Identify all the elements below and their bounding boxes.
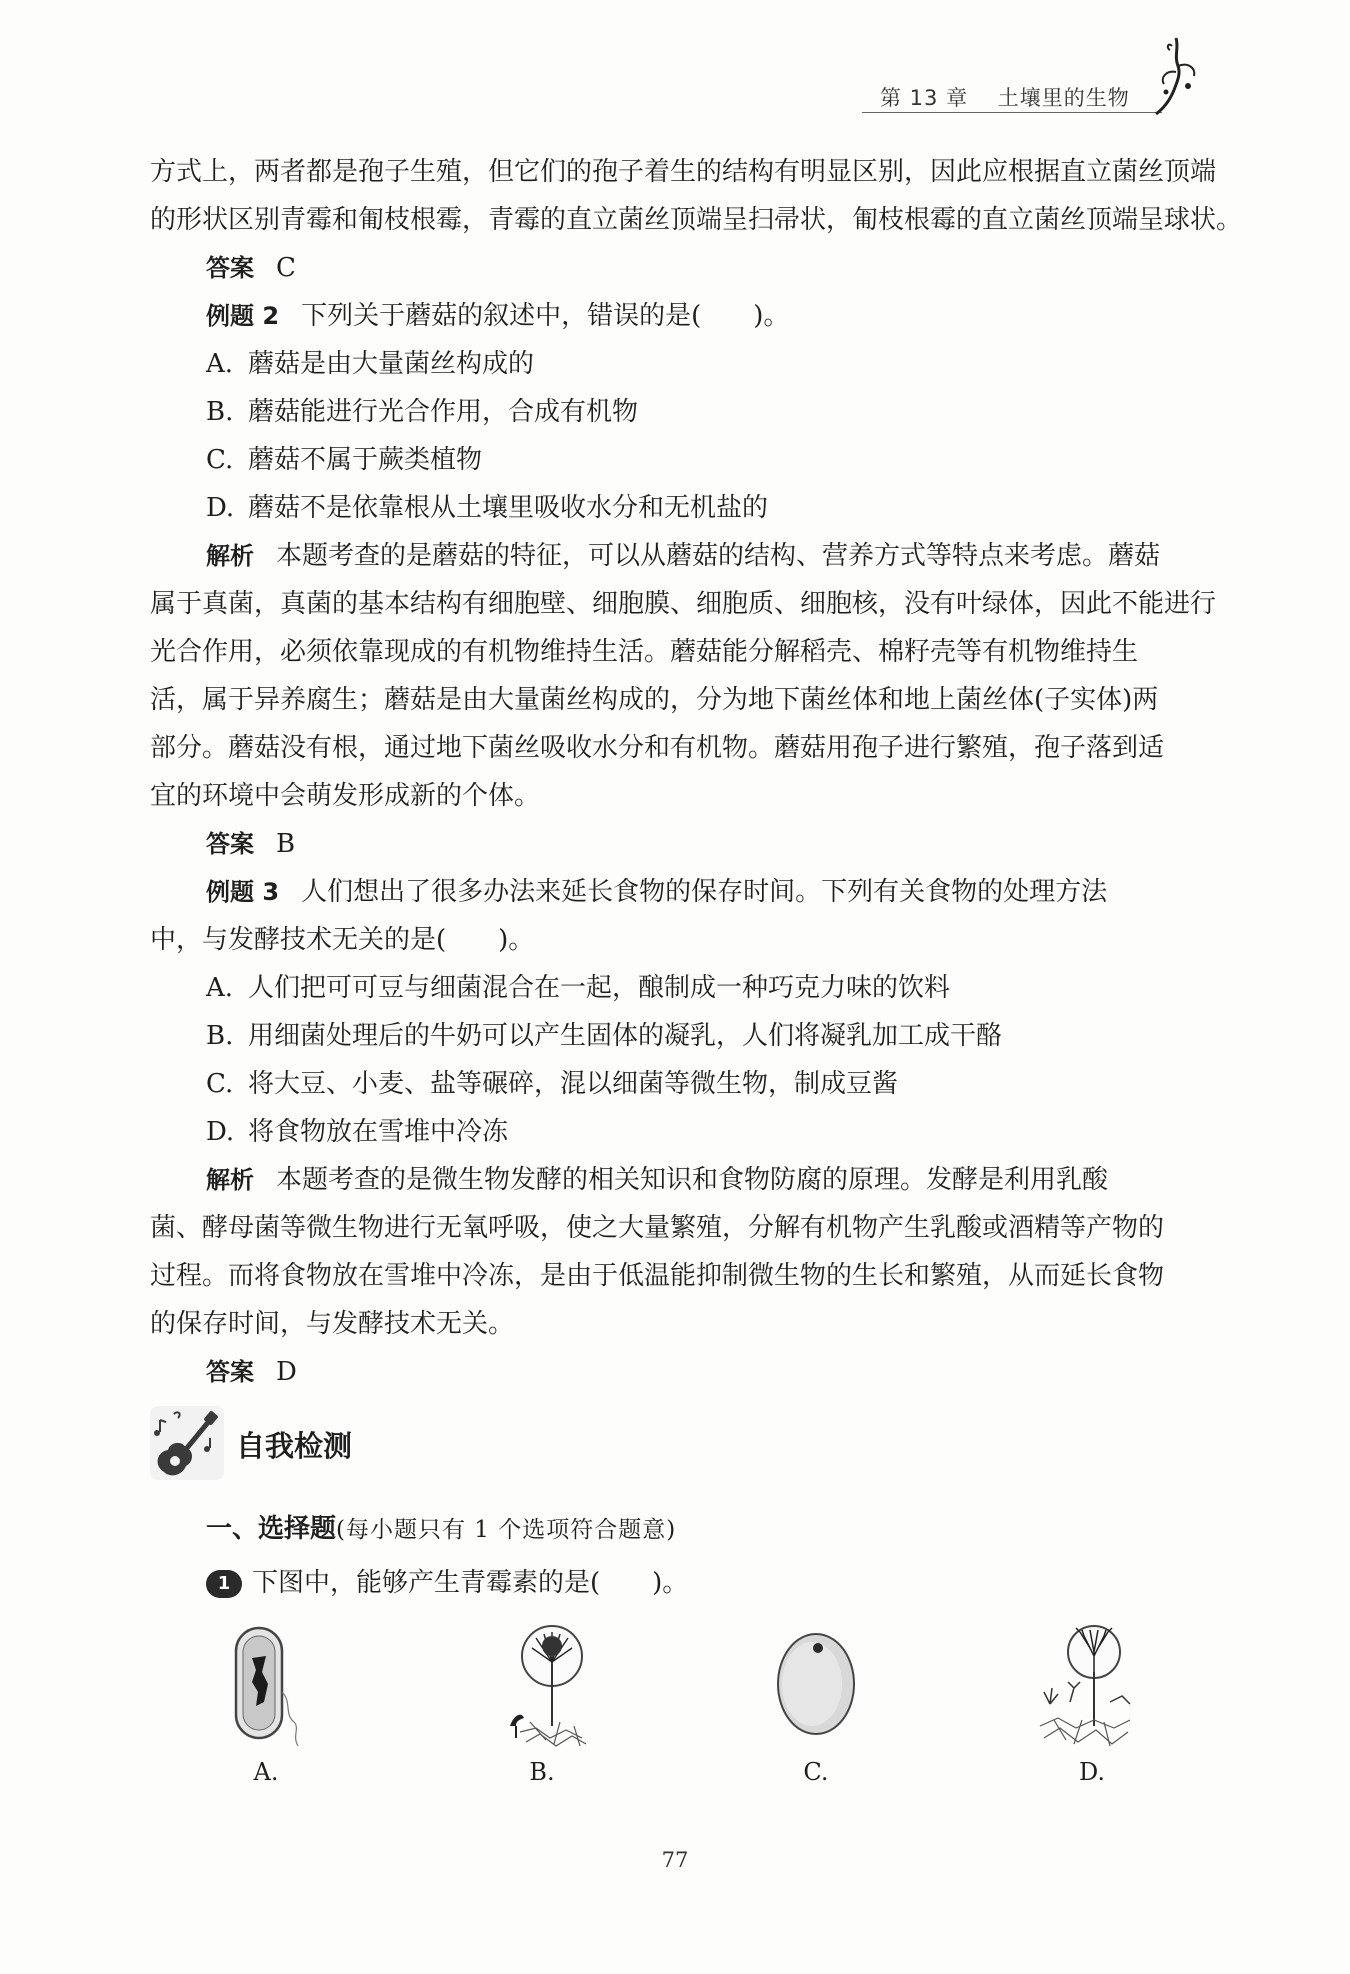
- continuation-line-1: 方式上，两者都是孢子生殖，但它们的孢子着生的结构有明显区别，因此应根据直立菌丝顶端: [150, 157, 1217, 187]
- option-text: 蘑菇不是依靠根从土壤里吸收水分和无机盐的: [248, 493, 769, 523]
- option-text: 将食物放在雪堆中冷冻: [248, 1117, 509, 1147]
- option-d: [150, 484, 1205, 532]
- analysis-line-5: 部分。蘑菇没有根，通过地下菌丝吸收水分和有机物。蘑菇用孢子进行繁殖，孢子落到适: [150, 733, 1165, 763]
- yeast-cell-figure: [768, 1622, 864, 1746]
- option-c: [150, 1060, 1205, 1108]
- option-text: 人们把可可豆与细菌混合在一起，酿制成一种巧克力味的饮料: [248, 973, 951, 1003]
- question-1-stem: 下图中，能够产生青霉素的是( )。: [252, 1568, 689, 1598]
- example-3: [150, 868, 1205, 1396]
- answer-row: [150, 820, 1205, 868]
- option-letter: D.: [206, 493, 235, 523]
- option-b: [150, 388, 1205, 436]
- example-2-label: 例题 2: [206, 302, 280, 330]
- option-text: 蘑菇能进行光合作用，合成有机物: [248, 397, 639, 427]
- mushroom-mold-figure: [496, 1622, 596, 1754]
- analysis-line-2: 菌、酵母菌等微生物进行无氧呼吸，使之大量繁殖，分解有机物产生乳酸或酒精等产物的: [150, 1213, 1165, 1243]
- figure-label-a: A.: [253, 1758, 279, 1786]
- question-section-heading: [206, 1508, 676, 1545]
- header-chapter: 第 13 章: [880, 86, 969, 110]
- example-3-stem-line-2: 中，与发酵技术无关的是( )。: [150, 925, 535, 955]
- option-letter: B.: [206, 397, 234, 427]
- option-a: [150, 964, 1205, 1012]
- answer-label: 答案: [206, 1358, 254, 1386]
- answer-label: 答案: [206, 254, 254, 282]
- header-rule: [862, 112, 1162, 113]
- option-c: [150, 436, 1205, 484]
- section-title: 自我检测: [236, 1429, 353, 1463]
- analysis-line-4: 的保存时间，与发酵技术无关。: [150, 1309, 515, 1339]
- example-3-stem-text: 人们想出了很多办法来延长食物的保存时间。下列有关食物的处理方法: [301, 877, 1108, 907]
- example-3-label: 例题 3: [206, 878, 280, 906]
- section-name: 一、选择题: [206, 1514, 337, 1544]
- header-title: 土壤里的生物: [997, 86, 1130, 110]
- answer-label: 答案: [206, 830, 254, 858]
- analysis-line-6: 宜的环境中会萌发形成新的个体。: [150, 781, 541, 811]
- analysis-label: 解析: [206, 542, 254, 570]
- analysis-text: 本题考查的是微生物发酵的相关知识和食物防腐的原理。发酵是利用乳酸: [276, 1165, 1109, 1195]
- option-b: [150, 1012, 1205, 1060]
- guitar-icon: [148, 1402, 226, 1482]
- option-letter: C.: [206, 445, 234, 475]
- analysis-line-1: [150, 1156, 1205, 1204]
- question-number-badge: 1: [206, 1570, 242, 1598]
- analysis-text: 本题考查的是蘑菇的特征，可以从蘑菇的结构、营养方式等特点来考虑。蘑菇: [276, 541, 1161, 571]
- option-text: 蘑菇不属于蕨类植物: [248, 445, 483, 475]
- flower-ornament-icon: [1148, 34, 1206, 118]
- answer-row: [150, 244, 1205, 292]
- answer-row: [150, 1348, 1205, 1396]
- analysis-line-3: 光合作用，必须依靠现成的有机物维持生活。蘑菇能分解稻壳、棉籽壳等有机物维持生: [150, 637, 1139, 667]
- option-a: [150, 340, 1205, 388]
- bacterium-figure: [226, 1622, 306, 1754]
- option-text: 蘑菇是由大量菌丝构成的: [248, 349, 535, 379]
- page-number: 77: [661, 1848, 689, 1872]
- analysis-line-3: 过程。而将食物放在雪堆中冷冻，是由于低温能抑制微生物的生长和繁殖，从而延长食物: [150, 1261, 1165, 1291]
- option-text: 用细菌处理后的牛奶可以产生固体的凝乳，人们将凝乳加工成干酪: [248, 1021, 1003, 1051]
- answer-value: C: [276, 253, 296, 283]
- answer-value: D: [276, 1357, 297, 1387]
- figure-label-d: D.: [1078, 1758, 1105, 1786]
- analysis-label: 解析: [206, 1166, 254, 1194]
- analysis-line-1: [150, 532, 1205, 580]
- continuation-line-2: 的形状区别青霉和匍枝根霉，青霉的直立菌丝顶端呈扫帚状，匍枝根霉的直立菌丝顶端呈球状。: [150, 205, 1243, 235]
- example-2-stem-text: 下列关于蘑菇的叙述中，错误的是( )。: [301, 301, 790, 331]
- option-letter: D.: [206, 1117, 235, 1147]
- example-3-stem: [150, 868, 1205, 916]
- option-letter: C.: [206, 1069, 234, 1099]
- top-continuation: [150, 148, 1243, 292]
- figure-label-c: C.: [803, 1758, 829, 1786]
- option-letter: A.: [206, 973, 234, 1003]
- analysis-line-4: 活，属于异养腐生；蘑菇是由大量菌丝构成的，分为地下菌丝体和地上菌丝体(子实体)两: [150, 685, 1159, 715]
- analysis-line-2: 属于真菌，真菌的基本结构有细胞壁、细胞膜、细胞质、细胞核，没有叶绿体，因此不能进行: [150, 589, 1217, 619]
- penicillium-figure: [1030, 1622, 1140, 1754]
- option-d: [150, 1108, 1205, 1156]
- figure-label-b: B.: [529, 1758, 555, 1786]
- running-header: [880, 82, 1130, 112]
- section-note: (每小题只有 1 个选项符合题意): [336, 1517, 677, 1543]
- option-letter: B.: [206, 1021, 234, 1051]
- example-2-stem: [150, 292, 1205, 340]
- example-2: [150, 292, 1217, 868]
- answer-value: B: [276, 829, 296, 859]
- question-1: [206, 1562, 688, 1599]
- option-text: 将大豆、小麦、盐等碾碎，混以细菌等微生物，制成豆酱: [248, 1069, 899, 1099]
- option-letter: A.: [206, 349, 234, 379]
